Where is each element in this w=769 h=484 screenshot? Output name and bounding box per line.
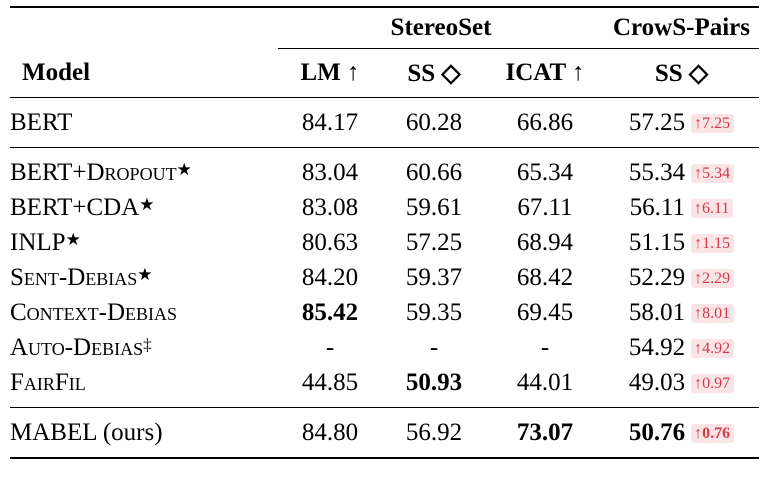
row-crows-ss-cell — [604, 225, 759, 260]
row-lm-value: 84.20 — [301, 263, 359, 291]
row-crows-ss-value: 49.03 — [628, 368, 686, 396]
row-model-label — [10, 295, 278, 330]
table-row — [10, 225, 759, 260]
table-row — [10, 260, 759, 295]
row-crows-delta: ↑7.25 — [691, 114, 734, 134]
table-row — [10, 295, 759, 330]
results-table — [10, 6, 759, 459]
row-crows-delta: ↑5.34 — [691, 164, 734, 184]
column-header-ss: SS ◇ — [407, 60, 461, 87]
row-crows-ss-cell — [604, 260, 759, 295]
model-prefix: BERT+ — [10, 158, 87, 186]
column-header-icat: ICAT ↑ — [505, 59, 585, 86]
spacer — [10, 400, 759, 408]
row-model-label — [10, 365, 278, 400]
row-crows-delta: ↑8.01 — [691, 304, 734, 324]
model-text: Sent-Debias — [10, 263, 138, 291]
row-crows-ss-value: 54.92 — [628, 333, 686, 361]
model-text: FairFil — [10, 368, 86, 396]
table-row — [10, 190, 759, 225]
row-crows-ss-value: 55.34 — [628, 158, 686, 186]
model-text: Auto-Debias — [10, 333, 144, 361]
row-icat-value: 67.11 — [517, 193, 573, 221]
row-lm-value: 84.17 — [301, 108, 359, 136]
row-crows-ss-cell — [604, 330, 759, 365]
row-icat-value: - — [540, 333, 550, 361]
row-icat-value: 66.86 — [516, 108, 574, 136]
row-model-label: BERT — [10, 108, 73, 136]
row-crows-ss-cell — [604, 295, 759, 330]
group-header-spacer — [10, 8, 278, 49]
group-header-row — [10, 8, 759, 49]
row-crows-ss-value: 57.25 — [628, 108, 686, 136]
row-lm-value: 83.04 — [301, 158, 359, 186]
row-crows-ss-cell — [604, 190, 759, 225]
model-marker: ★ — [139, 194, 155, 214]
model-suffix: Dropout — [86, 158, 177, 186]
row-crows-delta: ↑1.15 — [691, 234, 734, 254]
row-model-label — [10, 155, 278, 190]
row-crows-delta: ↑4.92 — [691, 339, 734, 359]
column-header-row — [10, 49, 759, 98]
row-model-label — [10, 190, 278, 225]
row-ss-value: 60.28 — [405, 108, 463, 136]
row-ss-value: 56.92 — [405, 418, 463, 446]
row-crows-ss-value: 56.11 — [629, 193, 685, 221]
row-crows-ss-cell — [604, 155, 759, 190]
row-ss-value: 59.35 — [405, 298, 463, 326]
spacer — [10, 450, 759, 458]
row-ss-value: 60.66 — [405, 158, 463, 186]
row-crows-ss-value: 50.76 — [628, 418, 686, 446]
row-lm-value: 83.08 — [301, 193, 359, 221]
table-row — [10, 105, 759, 140]
row-icat-value: 69.45 — [516, 298, 574, 326]
model-text: Context-Debias — [10, 298, 178, 326]
row-icat-value: 73.07 — [516, 418, 574, 446]
row-crows-delta: ↑2.29 — [691, 269, 734, 289]
row-ss-value: 57.25 — [405, 228, 463, 256]
model-marker: ★ — [137, 264, 153, 284]
row-lm-value: - — [325, 333, 335, 361]
row-model-label — [10, 260, 278, 295]
row-model-label: MABEL (ours) — [10, 418, 163, 446]
row-crows-delta: ↑6.11 — [691, 199, 733, 219]
row-crows-ss-cell — [604, 105, 759, 140]
row-ss-value: - — [429, 333, 439, 361]
row-crows-ss-value: 51.15 — [628, 228, 686, 256]
row-model-label — [10, 225, 278, 260]
model-text: INLP — [10, 228, 66, 256]
spacer — [10, 140, 759, 148]
row-crows-delta: ↑0.97 — [691, 374, 734, 394]
row-icat-value: 68.42 — [516, 263, 574, 291]
group-header-crows-pairs: CrowS-Pairs — [604, 8, 759, 49]
row-crows-ss-cell — [604, 365, 759, 400]
model-marker: ‡ — [143, 334, 152, 354]
row-icat-value: 65.34 — [516, 158, 574, 186]
row-lm-value: 85.42 — [301, 298, 359, 326]
spacer — [10, 148, 759, 155]
table-row — [10, 330, 759, 365]
row-ss-value: 59.61 — [405, 193, 463, 221]
rule-bottom — [10, 458, 759, 459]
table-row — [10, 155, 759, 190]
row-crows-ss-cell — [604, 415, 759, 450]
row-crows-delta: ↑0.76 — [691, 424, 734, 444]
spacer — [10, 408, 759, 415]
row-lm-value: 80.63 — [301, 228, 359, 256]
spacer — [10, 98, 759, 105]
row-lm-value: 84.80 — [301, 418, 359, 446]
column-header-model: Model — [22, 58, 91, 86]
model-marker: ★ — [176, 159, 192, 179]
row-crows-ss-value: 52.29 — [628, 263, 686, 291]
row-icat-value: 44.01 — [516, 368, 574, 396]
model-marker: ★ — [65, 229, 81, 249]
row-model-label — [10, 330, 278, 365]
model-text: BERT+CDA — [10, 193, 140, 221]
table-row — [10, 365, 759, 400]
table-row — [10, 415, 759, 450]
row-icat-value: 68.94 — [516, 228, 574, 256]
row-ss-value: 59.37 — [405, 263, 463, 291]
column-header-lm: LM ↑ — [300, 59, 360, 86]
row-lm-value: 44.85 — [301, 368, 359, 396]
row-crows-ss-value: 58.01 — [628, 298, 686, 326]
group-header-stereoset: StereoSet — [278, 8, 604, 49]
column-header-crows-ss: SS ◇ — [654, 60, 709, 87]
row-ss-value: 50.93 — [405, 368, 463, 396]
